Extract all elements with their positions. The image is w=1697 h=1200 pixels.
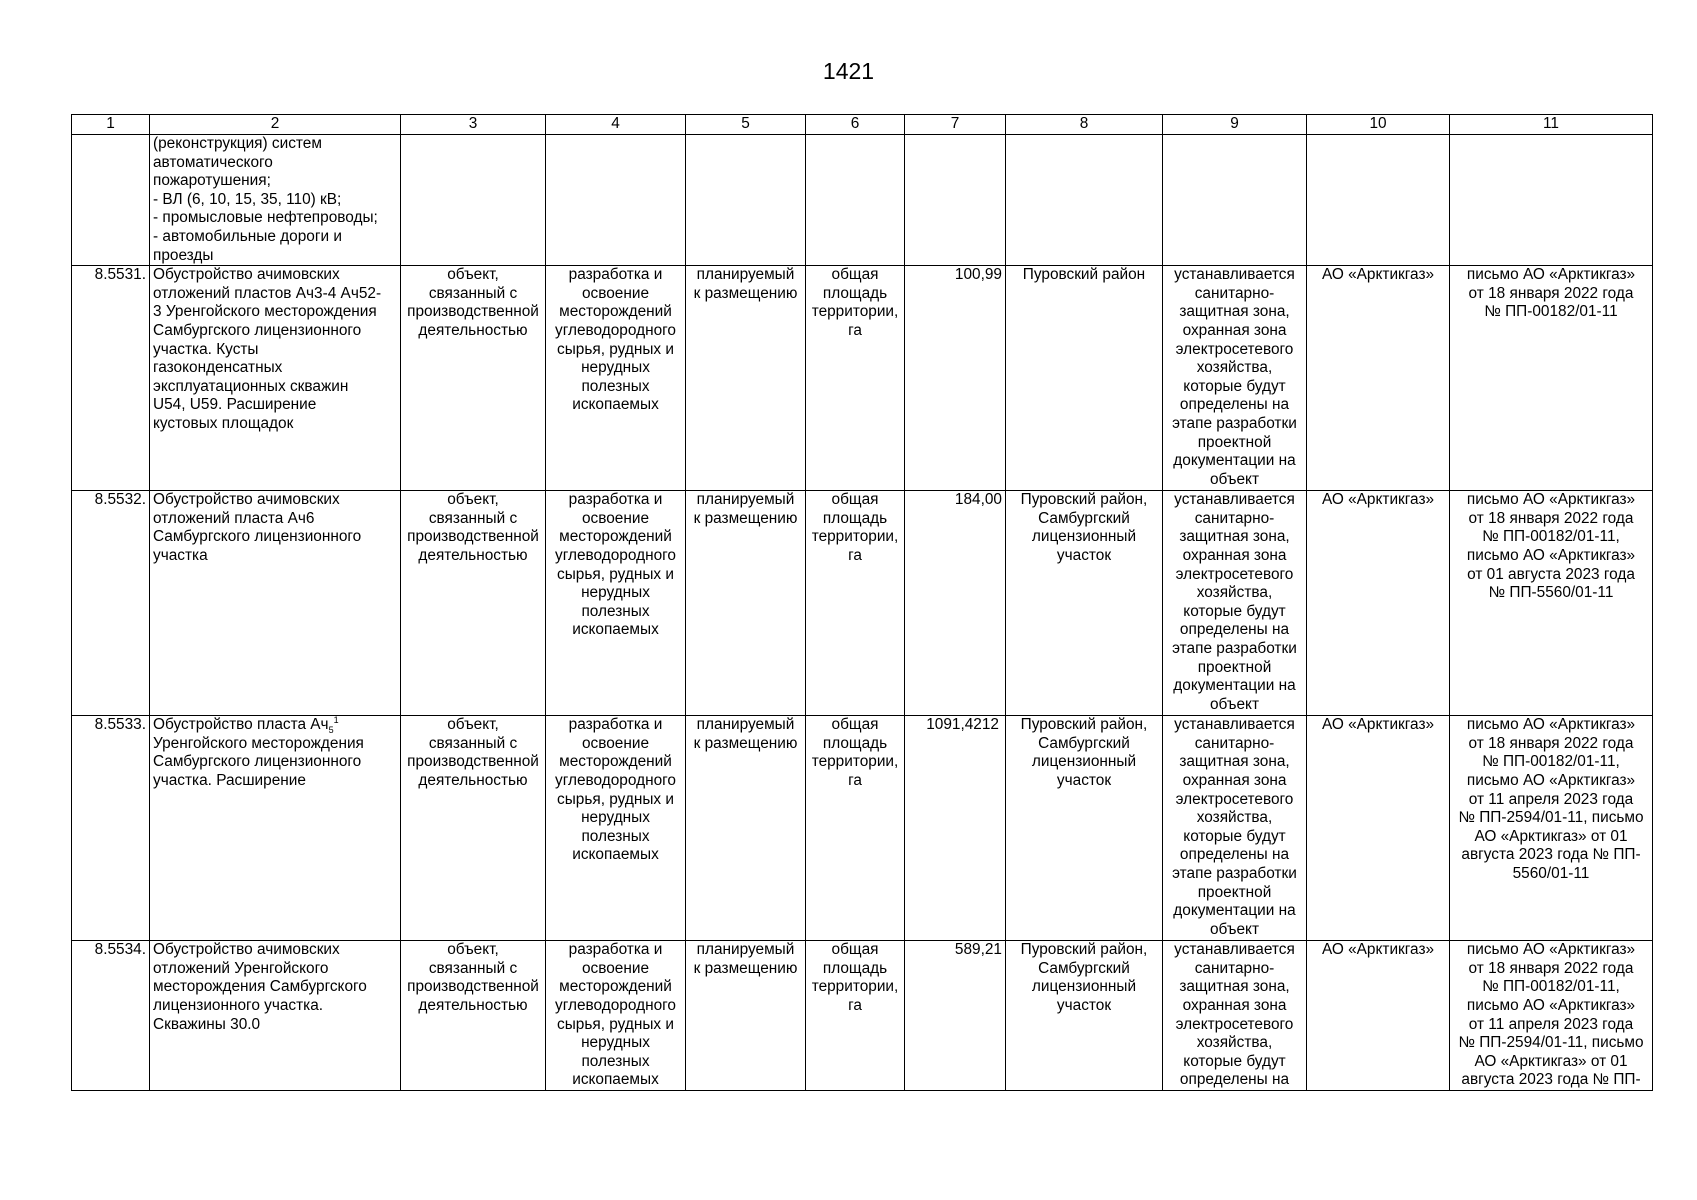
column-header: 7 [905, 115, 1006, 135]
basis-text: письмо АО «Арктикгаз» от 18 января 2022 года № ПП-00182/01-11, письмо АО «Арктикгаз» от 11 апреля 2023 года № ПП-2594/01-11, письмо АО «Арктикгаз» от 01 августа 2023 года № ПП- 5560/01-11 [1458, 716, 1644, 882]
zones-text: устанавливается санитарно- защитная зона, охранная зона электросетевого хозяйства, которые будут определены на [1174, 941, 1295, 1089]
cell-characteristic [806, 266, 905, 491]
table-row [72, 266, 1653, 491]
cell-status [686, 716, 806, 941]
cell-value [905, 716, 1006, 941]
column-header: 2 [150, 115, 401, 135]
name-rest: Уренгойского месторождения Самбургского лицензионного участка. Расширение [153, 734, 364, 789]
row-id: 8.5534. [94, 941, 146, 959]
basis-text: письмо АО «Арктикгаз» от 18 января 2022 года № ПП-00182/01-11, письмо АО «Арктикгаз» от 01 августа 2023 года № ПП-5560/01-11 [1466, 491, 1636, 602]
cell-location [1006, 266, 1163, 491]
cell-status [686, 135, 806, 266]
name-text: Обустройство ачимовских отложений пласта Ач6 Самбургского лицензионного участка [153, 491, 362, 564]
status-text: планируемый к размещению [693, 941, 798, 977]
location-text: Пуровский район, Самбургский лицензионный участок [1020, 716, 1148, 789]
column-header: 10 [1307, 115, 1450, 135]
cell-id [72, 716, 150, 941]
location-text: Пуровский район, Самбургский лицензионный участок [1020, 941, 1148, 1014]
cell-location [1006, 941, 1163, 1091]
zones-text: устанавливается санитарно- защитная зона, охранная зона электросетевого хозяйства, которые будут определены на этапе разработки проектной документации на объект [1172, 491, 1297, 713]
cell-name [150, 716, 401, 941]
cell-purpose [546, 491, 686, 716]
row-id: 8.5531. [94, 266, 146, 284]
cell-name [150, 941, 401, 1091]
cell-value [905, 941, 1006, 1091]
table-row [72, 491, 1653, 716]
cell-zones [1163, 716, 1307, 941]
basis-text: письмо АО «Арктикгаз» от 18 января 2022 года № ПП-00182/01-11 [1466, 266, 1636, 321]
zones-text: устанавливается санитарно- защитная зона, охранная зона электросетевого хозяйства, которые будут определены на этапе разработки проектной документации на объект [1172, 266, 1297, 488]
column-header: 6 [806, 115, 905, 135]
cell-type [401, 491, 546, 716]
purpose-text: разработка и освоение месторождений углеводородного сырья, рудных и нерудных полезных ископаемых [555, 266, 676, 414]
cell-location [1006, 135, 1163, 266]
table-row [72, 941, 1653, 1091]
cell-status [686, 491, 806, 716]
value-text: 1091,4212 [926, 716, 999, 734]
cell-value [905, 266, 1006, 491]
name-text: Обустройство ачимовских отложений пластов Ач3-4 Ач52- 3 Уренгойского месторождения Самбургского лицензионного участка. Кусты газоконденсатных эксплуатационных скважин U54, U59. Расширение кустовых площадок [153, 266, 382, 432]
column-header: 3 [401, 115, 546, 135]
type-text: объект, связанный с производственной деятельностью [407, 941, 539, 1014]
page-number: 1421 [822, 58, 875, 84]
cell-type [401, 135, 546, 266]
type-text: объект, связанный с производственной деятельностью [407, 716, 539, 789]
owner-text: АО «Арктикгаз» [1321, 266, 1435, 284]
name-subscript: 5 [328, 725, 334, 736]
column-header: 5 [686, 115, 806, 135]
purpose-text: разработка и освоение месторождений углеводородного сырья, рудных и нерудных полезных ископаемых [555, 716, 676, 864]
cell-zones [1163, 941, 1307, 1091]
characteristic-text: общая площадь территории, га [811, 716, 899, 789]
name-superscript: 1 [333, 715, 339, 726]
cell-zones [1163, 491, 1307, 716]
characteristic-text: общая площадь территории, га [811, 491, 899, 564]
cell-purpose [546, 941, 686, 1091]
cell-basis [1450, 716, 1653, 941]
cell-status [686, 941, 806, 1091]
cell-location [1006, 716, 1163, 941]
column-header: 8 [1006, 115, 1163, 135]
cell-status [686, 266, 806, 491]
cell-type [401, 716, 546, 941]
name-text: (реконструкция) систем автоматического пожаротушения; - ВЛ (6, 10, 15, 35, 110) кВ; - промысловые нефтепроводы; - автомобильные дороги и проезды [153, 135, 378, 264]
cell-location [1006, 491, 1163, 716]
location-text: Пуровский район, Самбургский лицензионный участок [1020, 491, 1148, 564]
purpose-text: разработка и освоение месторождений углеводородного сырья, рудных и нерудных полезных ископаемых [555, 491, 676, 639]
table-row-continuation [72, 135, 1653, 266]
table-row [72, 716, 1653, 941]
owner-text: АО «Арктикгаз» [1321, 491, 1435, 509]
column-header: 4 [546, 115, 686, 135]
basis-text: письмо АО «Арктикгаз» от 18 января 2022 года № ПП-00182/01-11, письмо АО «Арктикгаз» от 11 апреля 2023 года № ПП-2594/01-11, письмо АО «Арктикгаз» от 01 августа 2023 года № ПП- [1458, 941, 1644, 1089]
cell-id [72, 266, 150, 491]
cell-owner [1307, 491, 1450, 716]
value-text: 589,21 [954, 941, 1002, 959]
column-header: 9 [1163, 115, 1307, 135]
cell-basis [1450, 266, 1653, 491]
cell-type [401, 941, 546, 1091]
zones-text: устанавливается санитарно- защитная зона, охранная зона электросетевого хозяйства, которые будут определены на этапе разработки проектной документации на объект [1172, 716, 1297, 938]
owner-text: АО «Арктикгаз» [1321, 941, 1435, 959]
location-text: Пуровский район [1022, 266, 1146, 284]
cell-type [401, 266, 546, 491]
status-text: планируемый к размещению [693, 491, 798, 527]
row-id: 8.5532. [94, 491, 146, 509]
cell-purpose [546, 266, 686, 491]
characteristic-text: общая площадь территории, га [811, 266, 899, 339]
cell-id [72, 941, 150, 1091]
name-text: Обустройство ачимовских отложений Уренгойского месторождения Самбургского лицензионного участка. Скважины 30.0 [153, 941, 367, 1033]
value-text: 100,99 [954, 266, 1002, 284]
row-id: 8.5533. [94, 716, 146, 734]
cell-zones [1163, 135, 1307, 266]
cell-characteristic [806, 491, 905, 716]
owner-text: АО «Арктикгаз» [1321, 716, 1435, 734]
status-text: планируемый к размещению [693, 266, 798, 302]
cell-characteristic [806, 941, 905, 1091]
cell-zones [1163, 266, 1307, 491]
type-text: объект, связанный с производственной деятельностью [407, 266, 539, 339]
cell-characteristic [806, 716, 905, 941]
cell-basis [1450, 135, 1653, 266]
name-prefix: Обустройство пласта Ач [153, 716, 329, 734]
characteristic-text: общая площадь территории, га [811, 941, 899, 1014]
cell-value [905, 491, 1006, 716]
cell-owner [1307, 266, 1450, 491]
cell-basis [1450, 941, 1653, 1091]
header-row [72, 115, 1653, 135]
registry-table [71, 114, 1653, 1091]
cell-name [150, 135, 401, 266]
cell-id [72, 135, 150, 266]
column-header: 1 [72, 115, 150, 135]
name-text [153, 716, 364, 789]
type-text: объект, связанный с производственной деятельностью [407, 491, 539, 564]
cell-name [150, 266, 401, 491]
cell-owner [1307, 716, 1450, 941]
cell-owner [1307, 135, 1450, 266]
cell-name [150, 491, 401, 716]
cell-value [905, 135, 1006, 266]
cell-purpose [546, 716, 686, 941]
purpose-text: разработка и освоение месторождений углеводородного сырья, рудных и нерудных полезных ископаемых [555, 941, 676, 1089]
cell-purpose [546, 135, 686, 266]
cell-id [72, 491, 150, 716]
column-header: 11 [1450, 115, 1653, 135]
value-text: 184,00 [954, 491, 1002, 509]
cell-characteristic [806, 135, 905, 266]
cell-basis [1450, 491, 1653, 716]
cell-owner [1307, 941, 1450, 1091]
status-text: планируемый к размещению [693, 716, 798, 752]
